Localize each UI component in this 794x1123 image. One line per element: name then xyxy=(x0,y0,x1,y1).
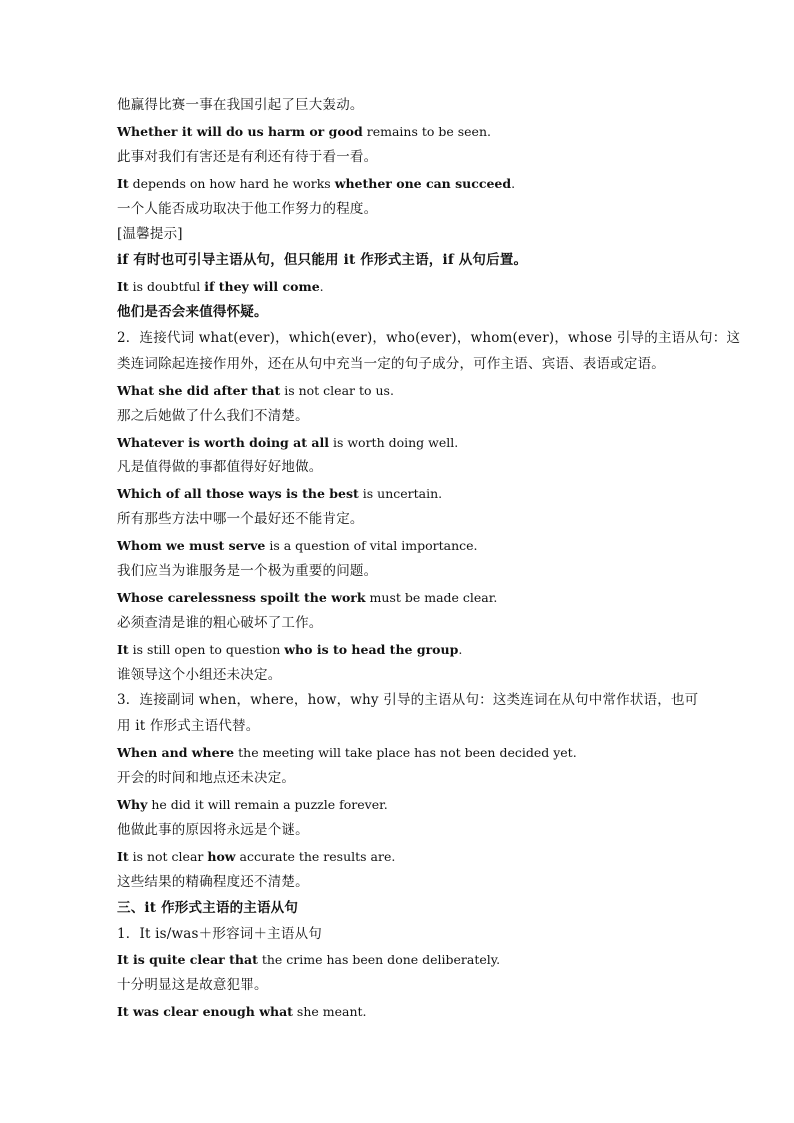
text-segment: 开会的时间和地点还未决定。 xyxy=(117,770,296,787)
chinese-text-line xyxy=(117,93,687,119)
document-body xyxy=(117,93,741,1025)
bold-text-segment: if they will come xyxy=(204,279,320,295)
text-segment: is uncertain. xyxy=(358,486,443,502)
text-segment: 必须查清是谁的粗心破坏了工作。 xyxy=(117,614,323,631)
bold-text-segment: What she did after that xyxy=(117,382,281,398)
bold-text-segment: Whatever is worth doing at all xyxy=(117,434,329,450)
text-segment: . xyxy=(458,641,463,657)
chinese-text-line xyxy=(117,352,687,378)
text-segment: 1．It is/was＋形容词＋主语从句 xyxy=(117,925,322,942)
chinese-text-line xyxy=(117,870,687,896)
chinese-text-line xyxy=(117,248,687,274)
english-example-line xyxy=(117,637,687,663)
bold-text-segment: who is to head the group xyxy=(284,641,459,657)
text-segment: accurate the results are. xyxy=(235,848,396,864)
chinese-text-line xyxy=(117,559,687,585)
bold-text-segment: 三、it 作形式主语的主语从句 xyxy=(117,899,299,916)
bold-text-segment: how xyxy=(207,848,236,864)
text-segment: he did it will remain a puzzle forever. xyxy=(147,797,388,813)
chinese-text-line xyxy=(117,455,687,481)
chinese-text-line xyxy=(117,714,687,740)
bold-text-segment: Whom we must serve xyxy=(117,538,266,554)
english-example-line xyxy=(117,947,687,973)
bold-text-segment: if 有时也可引导主语从句，但只能用 it 作形式主语，if 从句后置。 xyxy=(117,252,528,269)
chinese-text-line xyxy=(117,922,687,948)
english-example-line xyxy=(117,792,687,818)
text-segment: 一个人能否成功取决于他工作努力的程度。 xyxy=(117,200,378,217)
chinese-text-line xyxy=(117,688,699,714)
text-segment: [温馨提示] xyxy=(117,226,183,243)
text-segment: must be made clear. xyxy=(365,589,498,605)
text-segment: is a question of vital importance. xyxy=(265,538,478,554)
chinese-text-line xyxy=(117,300,687,326)
text-segment: is not clear xyxy=(128,848,208,864)
bold-text-segment: It xyxy=(117,848,129,864)
text-segment: . xyxy=(319,279,324,295)
english-example-line xyxy=(117,378,687,404)
bold-text-segment: Why xyxy=(117,797,148,813)
bold-text-segment: It was clear enough what xyxy=(117,1004,293,1020)
text-segment: 他做此事的原因将永远是个谜。 xyxy=(117,821,309,838)
english-example-line xyxy=(117,585,687,611)
bold-text-segment: It is quite clear that xyxy=(117,952,258,968)
english-example-line xyxy=(117,430,687,456)
text-segment: 谁领导这个小组还未决定。 xyxy=(117,666,282,683)
chinese-text-line xyxy=(117,145,687,171)
english-example-line xyxy=(117,171,687,197)
english-example-line xyxy=(117,481,687,507)
bold-text-segment: Whether it will do us harm or good xyxy=(117,123,363,139)
text-segment: 凡是值得做的事都值得好好地做。 xyxy=(117,459,323,476)
text-segment: the meeting will take place has not been decided yet. xyxy=(234,745,577,761)
text-segment: 那之后她做了什么我们不清楚。 xyxy=(117,407,309,424)
chinese-text-line xyxy=(117,766,687,792)
text-segment: is not clear to us. xyxy=(280,382,394,398)
bold-text-segment: When and where xyxy=(117,745,235,761)
chinese-text-line xyxy=(117,222,687,248)
text-segment: she meant. xyxy=(292,1004,367,1020)
bold-text-segment: whether one can succeed xyxy=(334,175,512,191)
text-segment: . xyxy=(511,175,516,191)
bold-text-segment: Whose carelessness spoilt the work xyxy=(117,589,366,605)
bold-text-segment: Which of all those ways is the best xyxy=(117,486,359,502)
chinese-text-line xyxy=(117,404,687,430)
chinese-text-line xyxy=(117,973,687,999)
text-segment: depends on how hard he works xyxy=(128,175,335,191)
english-example-line xyxy=(117,533,687,559)
english-example-line xyxy=(117,999,687,1025)
bold-text-segment: It xyxy=(117,641,129,657)
text-segment: 2．连接代词 what(ever)，which(ever)，who(ever)，whom(ever)，whose 引导的主语从句：这 xyxy=(117,330,741,347)
chinese-text-line xyxy=(117,326,741,352)
english-example-line xyxy=(117,844,687,870)
text-segment: 这些结果的精确程度还不清楚。 xyxy=(117,873,309,890)
chinese-text-line xyxy=(117,611,687,637)
text-segment: 3．连接副词 when，where，how，why 引导的主语从句：这类连词在从句中常作状语，也可 xyxy=(117,692,699,709)
bold-text-segment: It xyxy=(117,175,129,191)
text-segment: 此事对我们有害还是有利还有待于看一看。 xyxy=(117,148,378,165)
chinese-text-line xyxy=(117,663,687,689)
chinese-text-line xyxy=(117,507,687,533)
bold-text-segment: It xyxy=(117,279,129,295)
text-segment: 他赢得比赛一事在我国引起了巨大轰动。 xyxy=(117,97,364,113)
text-segment: the crime has been done deliberately. xyxy=(257,952,501,968)
text-segment: is worth doing well. xyxy=(328,434,459,450)
text-segment: is doubtful xyxy=(128,279,205,295)
text-segment: 我们应当为谁服务是一个极为重要的问题。 xyxy=(117,563,378,580)
text-segment: 十分明显这是故意犯罪。 xyxy=(117,977,268,994)
text-segment: remains to be seen. xyxy=(362,123,491,139)
bold-text-segment: 他们是否会来值得怀疑。 xyxy=(117,304,268,321)
chinese-text-line xyxy=(117,197,687,223)
text-segment: 类连词除起连接作用外，还在从句中充当一定的句子成分，可作主语、宾语、表语或定语。 xyxy=(117,355,665,372)
chinese-text-line xyxy=(117,818,687,844)
text-segment: 用 it 作形式主语代替。 xyxy=(117,718,260,735)
text-segment: 所有那些方法中哪一个最好还不能肯定。 xyxy=(117,511,364,528)
english-example-line xyxy=(117,740,687,766)
english-example-line xyxy=(117,274,687,300)
english-example-line xyxy=(117,119,687,145)
chinese-text-line xyxy=(117,896,687,922)
text-segment: is still open to question xyxy=(128,641,285,657)
